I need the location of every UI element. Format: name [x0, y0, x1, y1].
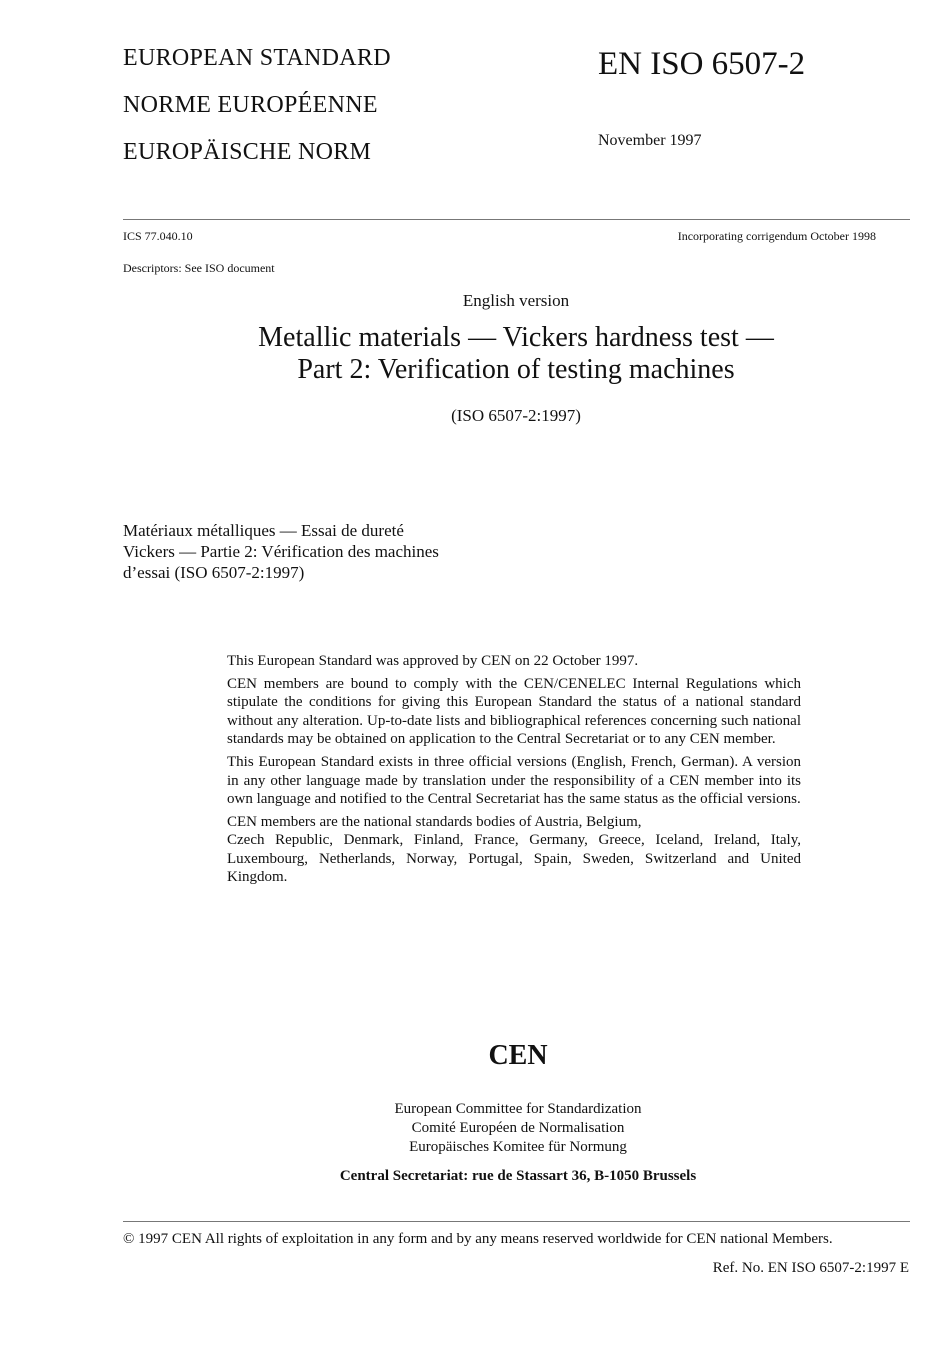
iso-reference: (ISO 6507-2:1997)	[451, 406, 581, 425]
standard-name-de: EUROPÄISCHE NORM	[123, 139, 372, 165]
title-line-1: Metallic materials — Vickers hardness test —	[258, 322, 774, 353]
reference-number: Ref. No. EN ISO 6507-2:1997 E	[712, 1260, 909, 1276]
standard-number: EN ISO 6507-2	[598, 46, 806, 82]
corrigendum-note: Incorporating corrigendum October 1998	[677, 229, 876, 243]
copyright-notice: © 1997 CEN All rights of exploitation in any form and by any means reserved worldwide for CEN national Members.	[123, 1231, 833, 1247]
document-title	[0, 322, 950, 386]
standard-name-fr: NORME EUROPÉENNE	[123, 92, 378, 118]
descriptors: Descriptors: See ISO document	[123, 261, 275, 275]
regulations-paragraph: CEN members are bound to comply with the CEN/CENELEC Internal Regulations which stipulate the conditions for giving this European Standard the status of a national standard without any alteration. Up-to-date lists and bibliographical references concerning such national standards may be obtained on application to the Central Secretariat or to any CEN member.	[227, 676, 801, 748]
committee-name-en: European Committee for Standardization	[394, 1101, 642, 1117]
header-divider	[123, 219, 910, 220]
committee-name-de: Europäisches Komitee für Normung	[409, 1139, 627, 1155]
approval-paragraph: This European Standard was approved by CEN on 22 October 1997.	[227, 653, 639, 669]
title-line-2: Part 2: Verification of testing machines	[297, 354, 735, 385]
footer-divider	[123, 1221, 910, 1222]
committee-names	[0, 1100, 950, 1157]
french-title-line-3: d’essai (ISO 6507-2:1997)	[123, 563, 305, 582]
french-title-line-2: Vickers — Partie 2: Vérification des machines	[123, 542, 439, 561]
members-line-rest: Czech Republic, Denmark, Finland, France, Germany, Greece, Iceland, Ireland, Italy, Luxembourg, Netherlands, Norway, Portugal, Spain, Sweden, Switzerland and United Kingdom.	[227, 832, 801, 886]
versions-paragraph: This European Standard exists in three official versions (English, French, German). A version in any other language made by translation under the responsibility of a CEN member into its own language and notified to the Central Secretariat has the same status as the official versions.	[227, 754, 801, 808]
secretariat-address: Central Secretariat: rue de Stassart 36, B-1050 Brussels	[339, 1168, 697, 1184]
members-line-1: CEN members are the national standards bodies of Austria, Belgium,	[227, 814, 642, 831]
standard-name-en: EUROPEAN STANDARD	[123, 45, 391, 71]
language-version: English version	[462, 291, 570, 310]
approval-text	[227, 652, 801, 891]
members-paragraph	[227, 813, 801, 887]
ics-code: ICS 77.040.10	[123, 229, 193, 243]
publication-date: November 1997	[598, 132, 702, 149]
french-title-line-1: Matériaux métalliques — Essai de dureté	[123, 521, 404, 540]
french-title	[123, 520, 439, 583]
cen-logo: CEN	[488, 1040, 548, 1071]
committee-name-fr: Comité Européen de Normalisation	[411, 1120, 625, 1136]
